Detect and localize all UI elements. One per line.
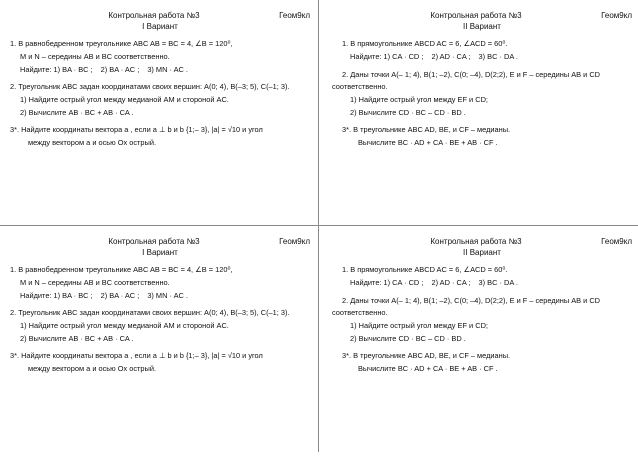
task-1-item-2: 2) BA · AC ; [100,64,140,74]
task-3-text: 3*. В треугольнике ABC AD, BE, и CF – медианы. [342,125,511,135]
task-1-item-1: 1) BA · BC ; [53,64,93,74]
task-1-item-1: 1) BA · BC ; [53,290,93,300]
card-variant-1-top [4,10,316,230]
card-variant-1-bottom [4,236,316,456]
task-1-item-3: 3) BC · DA . [478,278,518,288]
task-3-text: 3*. В треугольнике ABC AD, BE, и CF – медианы. [342,351,511,361]
variant-label: II Вариант [463,22,501,31]
task-2-part-2: 2) Вычислите AB · BC + AB · CA . [20,107,134,117]
card-title: Контрольная работа №3 [108,11,200,20]
task-2-part-1: 1) Найдите острый угол между медианой AM и стороной AC. [20,94,229,104]
task-1-item-1: 1) CA · CD ; [383,278,424,288]
task-1-text: 1. В равнобедренном треугольнике ABC AB = BC = 4, ∠B = 120⁰, [10,265,233,275]
task-1-item-3: 3) MN · AC . [147,290,188,300]
find-label: Найдите: [20,290,52,300]
task-1-find-row [332,52,638,62]
task-1-item-3: 3) BC · DA . [478,52,518,62]
task-2-text: 2. Треугольник ABC задан координатами своих вершин: A(0; 4), B(–3; 5), C(–1; 3). [10,308,290,318]
card-variant-2-bottom [326,236,638,456]
task-1-find-row [332,278,638,288]
task-2-text: 2. Треугольник ABC задан координатами своих вершин: A(0; 4), B(–3; 5), C(–1; 3). [10,82,290,92]
task-3-continuation: Вычислите BC · AD + CA · BE + AB · CF . [358,137,498,147]
grade-label: Геом9кл [279,11,310,20]
task-1-item-2: 2) AD · CA ; [431,278,471,288]
find-label: Найдите: [20,64,52,74]
task-1-item-2: 2) BA · AC ; [100,290,140,300]
task-3-text: 3*. Найдите координаты вектора a , если a ⊥ b и b {1;– 3}, |a| = √10 и угол [10,125,263,135]
task-3-continuation: между вектором a и осью Ox острый. [28,363,157,373]
card-title: Контрольная работа №3 [430,237,522,246]
task-2-part-2: 2) Вычислите CD · BC – CD · BD . [350,107,466,117]
variant-label: II Вариант [463,248,501,257]
task-1-text: 1. В прямоугольнике ABCD AC = 6, ∠ACD = 60⁰. [342,265,508,275]
card-title: Контрольная работа №3 [108,237,200,246]
task-2-part-1: 1) Найдите острый угол между медианой AM и стороной AC. [20,320,229,330]
task-2-continuation: соответственно. [332,308,388,318]
task-2-continuation: соответственно. [332,82,388,92]
task-1-find-row [10,65,316,75]
task-1-item-1: 1) CA · CD ; [383,52,424,62]
card-variant-2-top [326,10,638,230]
variant-label: I Вариант [142,22,178,31]
task-2-text: 2. Даны точки A(– 1; 4), B(1; –2), C(0; –4), D(2;2), E и F – середины AB и CD [342,295,601,305]
find-label: Найдите: [350,52,382,62]
task-3-text: 3*. Найдите координаты вектора a , если a ⊥ b и b {1;– 3}, |a| = √10 и угол [10,351,263,361]
task-2-part-2: 2) Вычислите AB · BC + AB · CA . [20,333,134,343]
task-1-item-2: 2) AD · CA ; [431,52,471,62]
variant-label: I Вариант [142,248,178,257]
task-1-continuation: M и N – середины AB и BC соответственно. [20,278,170,288]
find-label: Найдите: [350,278,382,288]
task-2-part-1: 1) Найдите острый угол между EF и CD; [350,94,488,104]
grade-label: Геом9кл [601,11,632,20]
task-1-text: 1. В прямоугольнике ABCD AC = 6, ∠ACD = 60⁰. [342,39,508,49]
card-header [326,236,638,248]
task-2-part-2: 2) Вычислите CD · BC – CD · BD . [350,333,466,343]
card-title: Контрольная работа №3 [430,11,522,20]
grade-label: Геом9кл [601,237,632,246]
task-1-find-row [10,291,316,301]
card-header [4,236,316,248]
task-2-part-1: 1) Найдите острый угол между EF и CD; [350,320,488,330]
card-header [326,10,638,22]
task-1-text: 1. В равнобедренном треугольнике ABC AB = BC = 4, ∠B = 120⁰, [10,39,233,49]
task-2-text: 2. Даны точки A(– 1; 4), B(1; –2), C(0; –4), D(2;2), E и F – середины AB и CD [342,69,601,79]
vertical-divider [318,0,319,452]
task-1-continuation: M и N – середины AB и BC соответственно. [20,52,170,62]
card-header [4,10,316,22]
task-3-continuation: Вычислите BC · AD + CA · BE + AB · CF . [358,363,498,373]
task-3-continuation: между вектором a и осью Ox острый. [28,137,157,147]
grade-label: Геом9кл [279,237,310,246]
task-1-item-3: 3) MN · AC . [147,64,188,74]
